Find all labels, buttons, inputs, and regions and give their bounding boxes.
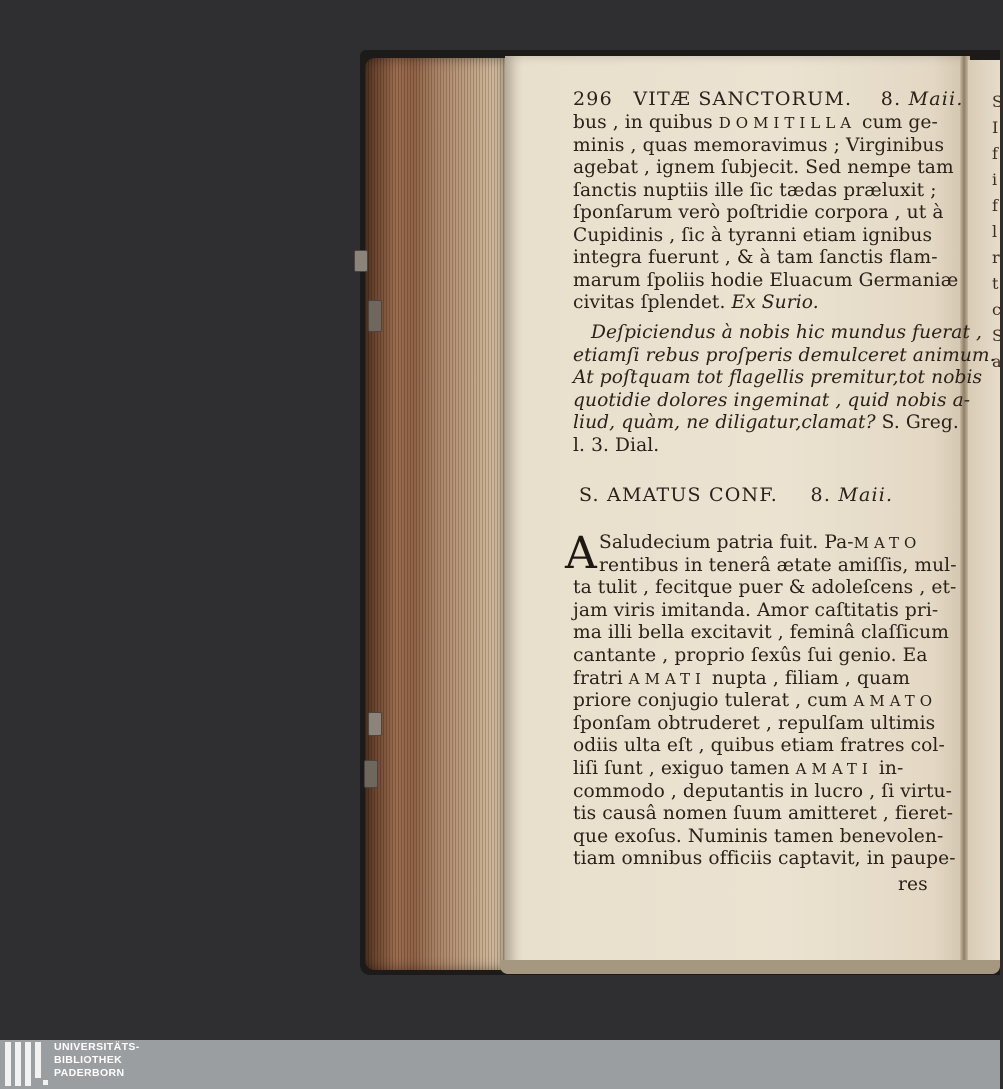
section-heading (579, 484, 893, 506)
library-name-line2: BIBLIOTHEK (54, 1054, 123, 1066)
line-text: ſponſarum verò poſtridie corpora , ut à (573, 202, 944, 223)
drop-capital: A (565, 528, 597, 579)
page-number: 296 (573, 88, 613, 110)
small-caps-name: AMATI (795, 760, 873, 778)
next-page-edge-letter: r (992, 248, 1000, 267)
clasp-lower (364, 760, 378, 788)
line-text: Cupidinis , ſic à tyranni etiam ignibus (573, 224, 933, 246)
next-page-edge-letter: t (992, 274, 999, 293)
quote-reference: l. 3. Dial. (573, 434, 660, 456)
text-line (573, 135, 944, 157)
next-page-edge-letter: l (992, 222, 998, 241)
text-line (573, 826, 943, 848)
text-line (573, 735, 945, 757)
quote-text: At poſtquam tot flagellis premitur,tot nobis (573, 367, 983, 388)
library-name (54, 1041, 140, 1080)
line-text: odiis ulta eſt , quibus etiam fratres col- (573, 735, 945, 757)
text-line (573, 781, 952, 803)
line-text: minis , quas memoravimus ; Virginibus (573, 134, 945, 156)
text-line (573, 848, 956, 870)
library-name-line1: UNIVERSITÄTS- (54, 1041, 140, 1053)
line-text: cum ge- (856, 112, 938, 133)
text-line (573, 112, 938, 134)
catchword: res (898, 874, 928, 895)
line-text: agebat , ignem ſubjecit. Sed nempe tam (573, 157, 954, 178)
quote-line (591, 322, 982, 344)
quote-text: etiamſi rebus proſperis demulceret animum. (573, 344, 996, 366)
library-logo-icon (5, 1042, 49, 1086)
quote-reference: S. Greg. (875, 412, 959, 433)
next-page-edge-letter: f (992, 196, 998, 215)
line-text: rentibus in tenerâ ætate amiſſis, mul- (599, 554, 957, 576)
line-text: tiam omnibus officiis captavit, in paupe- (573, 848, 956, 870)
text-line (573, 690, 937, 712)
next-page-edge-letter: f (992, 144, 998, 163)
small-caps-name: AMATI (628, 669, 706, 688)
text-line (573, 577, 956, 599)
text-line (573, 225, 932, 247)
next-page-edge-letter: S (992, 92, 1003, 111)
small-caps-name: DOMITILLA (718, 114, 857, 132)
text-line (573, 645, 928, 667)
line-text: fratri (573, 667, 629, 689)
page-bottom-curve (500, 960, 1000, 974)
text-line (573, 157, 954, 179)
next-page-edge-letter: a (992, 352, 1002, 371)
line-text: liſi ſunt , exiguo tamen (573, 758, 796, 779)
next-page-edge-letter: i (992, 170, 998, 189)
line-text: que exoſus. Numinis tamen benevolen- (573, 825, 944, 847)
text-line (573, 758, 903, 780)
quote-text: liud, quàm, ne diligatur,clamat? (573, 412, 876, 433)
line-text: ſanctis nuptiis ille ſic tædas præluxit ; (573, 179, 937, 201)
footer-bar (0, 1040, 1000, 1089)
text-line (573, 292, 819, 314)
next-page-edge-letter: I (992, 118, 999, 137)
next-page-edge-letter: c (992, 300, 1001, 319)
line-text: bus , in quibus (573, 112, 719, 133)
line-text: commodo , deputantis in lucro , ſi virtu- (573, 780, 952, 802)
text-line (599, 532, 921, 554)
text-line (573, 622, 949, 644)
small-caps-name: AMATO (853, 692, 938, 711)
quote-reference-line (573, 435, 659, 457)
text-line (573, 202, 944, 224)
header-title: VITÆ SANCTORUM. (633, 88, 853, 110)
line-text: ma illi bella excitavit , feminâ claſſicum (573, 622, 949, 644)
text-line (573, 180, 937, 202)
header-date-month: Maii. (908, 88, 964, 110)
quote-line (573, 367, 982, 389)
section-date-month: Maii. (838, 484, 894, 506)
quote-line (573, 390, 970, 412)
text-line (573, 803, 953, 825)
line-text: nupta , filiam , quam (705, 667, 910, 689)
header-date: 8. (880, 88, 902, 110)
line-text: marum ſpoliis hodie Eluacum Germaniæ (573, 269, 959, 291)
small-caps-name: MATO (853, 534, 922, 552)
quote-text: quotidie dolores ingeminat , quid nobis a- (573, 389, 971, 411)
text-line (599, 555, 957, 577)
line-text: cantante , proprio ſexûs ſui genio. Ea (573, 645, 928, 666)
line-text: ta tulit , fecitque puer & adoleſcens , et- (573, 577, 957, 599)
text-line (573, 668, 910, 690)
running-header (573, 88, 964, 110)
quote-text: Deſpiciendus à nobis hic mundus fuerat , (591, 322, 983, 343)
clasp-upper (354, 250, 368, 272)
line-text: tis causâ nomen ſuum amitteret , fieret- (573, 803, 954, 825)
line-text: civitas ſplendet. (573, 292, 732, 313)
clasp-lower-pin (368, 712, 382, 736)
quote-line (573, 412, 959, 434)
library-name-line3: PADERBORN (54, 1067, 125, 1079)
clasp-upper-hinge (368, 300, 382, 332)
line-text: priore conjugio tulerat , cum (573, 690, 854, 712)
gutter (960, 56, 968, 970)
section-date: 8. (810, 484, 832, 506)
line-text: in- (872, 758, 904, 779)
section-title: S. AMATUS CONF. (579, 484, 779, 506)
page-edges (365, 58, 505, 970)
line-text: integra fuerunt , & à tam ſanctis flam- (573, 247, 938, 268)
line-text: ſponſam obtruderet , repulſam ultimis (573, 712, 936, 734)
text-line (573, 713, 935, 735)
text-line (573, 247, 938, 269)
next-page-edge-letter: S (992, 326, 1003, 345)
line-text: Saludecium patria fuit. Pa- (599, 532, 854, 553)
line-text: jam viris imitanda. Amor caſtitatis pri- (573, 599, 939, 621)
source-citation: Ex Surio. (731, 292, 819, 313)
text-line (573, 270, 958, 292)
quote-line (573, 345, 996, 367)
text-line (573, 600, 938, 622)
